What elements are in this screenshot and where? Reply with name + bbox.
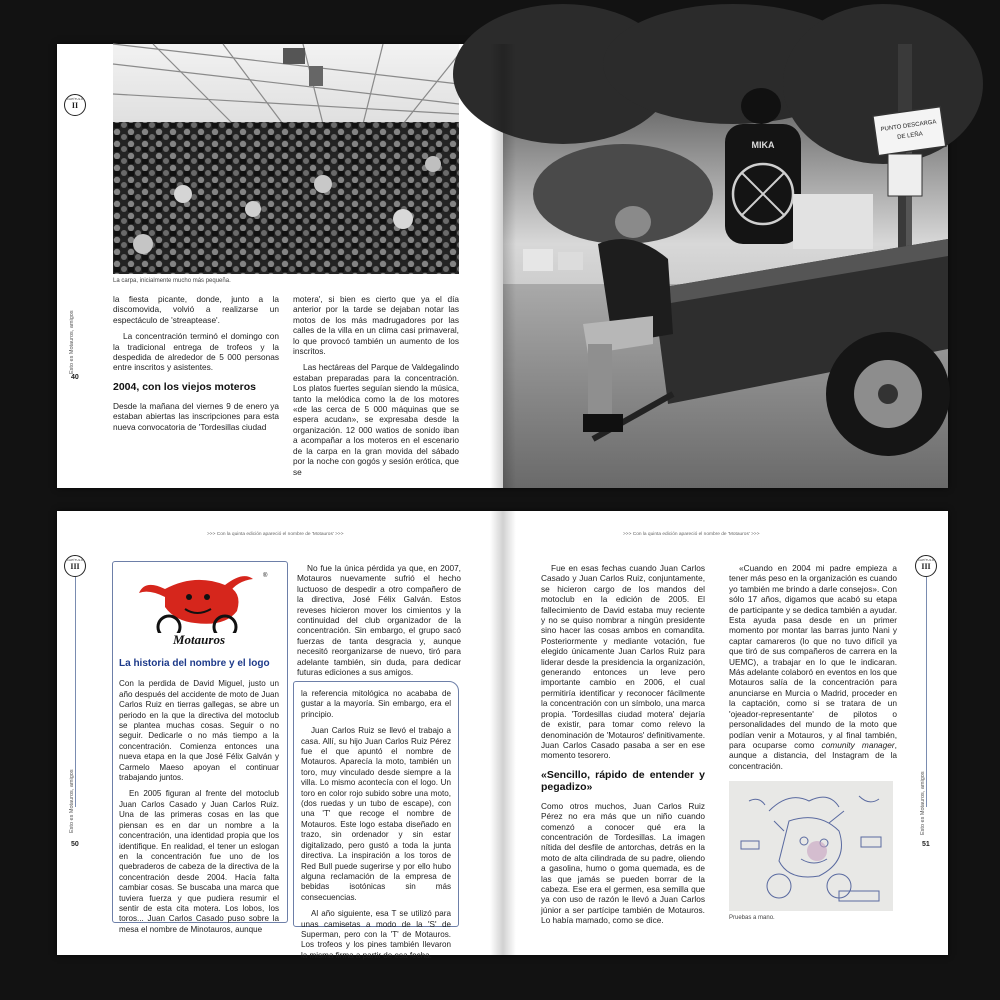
tent-crowd-illustration: [113, 44, 459, 274]
top-spread: [57, 44, 948, 488]
jacket-text: MIKA: [751, 140, 775, 150]
chapter-number: III: [70, 562, 80, 571]
paragraph: Con la perdida de David Miguel, justo un año después del accidente de moto de Juan Carlos Ruiz en tierras gallegas, se abre un periodo en la que la directiva del motoclub se plantea muchas cosas. Seguir o no seguir. Dedicarle o no más tiempo a la concentración. Comienza entonces una nueva etapa en la que José Félix Galván y Carmelo Maeso apoyan el continuar trabajando juntos.: [119, 679, 279, 783]
chapter-badge-top: [64, 94, 86, 116]
box-text-left: [119, 659, 279, 941]
bikers-trailer-illustration: [503, 44, 948, 488]
page-number: 50: [71, 841, 79, 848]
section-heading: «Sencillo, rápido de entender y pegadizo»: [541, 768, 705, 793]
logo-wordmark: Motauros: [172, 632, 226, 647]
text-column-mid: [297, 563, 461, 683]
box-text-right: [301, 689, 451, 967]
chapter-badge-left: [64, 555, 86, 577]
paragraph-text: «Cuando en 2004 mi padre empieza a tener más peso en la organización es cuando yo también me brindo a darle consejos». Con sólo 17 años, digamos que acabó su etapa de participante y se dedica también a ayudar. Esta ayuda pasa desde en un primer momento por montar las barras junto Nani y captar camareros (lo que no tuvo difícil ya que tiró de sus compañeros de carrera en la UEMC), a trabajar en lo que le indicaran. Más adelante colaboró en eventos en los que Motauros salía de la concentración para anunciarse en Murcia o Madrid, proceder en la captación, como si se tratara de un 'ojeador-representante' de pilotos o personalidades del mundo de la moto que podían venir a Motauros, y al final también, para ocuparse como: [729, 563, 897, 750]
chapter-number: III: [921, 562, 931, 571]
text-column-r2: [729, 563, 897, 777]
margin-line: [75, 577, 76, 807]
motauros-logo: [125, 567, 273, 647]
sign-text-1: PUNTO DESCARGA: [880, 119, 937, 134]
chapter-caption: CAPÍTULO: [66, 97, 84, 101]
paragraph: En 2005 figuran al frente del motoclub Juan Carlos Casado y Juan Carlos Ruiz. Una de las primeras cosas en las que piensan es en dar un nombre a la concentración, una identidad propia que los identifique. En realidad, el tener un eslogan en la concentración fue uno de los quebraderos de cabeza de la directiva de la concentración desde 2004. Hacía falta cambiar cosas. Se buscaba una marca que tuviera fuerza y que pudiera resumir el sentir de esta cita motera. Los lobos, los toros... Juan Carlos Casado puso sobre la mesa el nombre de Minotauros, aunque: [119, 789, 279, 934]
paragraph: Como otros muchos, Juan Carlos Ruiz Pérez no era más que un niño cuando comenzó a conocer qué era la concentración de Tordesillas. La imagen nítida del desfile de antorchas, detrás en la moto de alta cilindrada de su padre, oliendo a gasolina, humo o goma quemada, es de las que jamás se pueden borrar de la cabeza. Ese era el germen, esa semilla que ya con uso de razón le llevó a Juan Carlos júnior a ser partícipe también de Motauros. Lo había mamado, como se dice.: [541, 800, 705, 926]
gutter-shadow: [490, 44, 516, 488]
page-header-right: >>> Con la quinta edición apareció el nombre de 'Motauros' >>>: [623, 532, 760, 537]
paragraph-text: , aunque a distancia, del Instagram de la concentración.: [729, 739, 897, 771]
section-heading: 2004, con los viejos moteros: [113, 380, 256, 393]
banner-flag: [283, 48, 305, 64]
paragraph: Al año siguiente, esa T se utilizó para unas camisetas a modo de la 'S' de Superman, pero con la 'T' de Motauros. Los trofeos y los pines también llevaron la misma firma a partir de esa fecha.: [301, 909, 451, 960]
sketch-illustration: [729, 781, 893, 911]
running-title: Esto es Motauros, amigos: [69, 769, 75, 833]
bikers-trailer-photo: [503, 44, 948, 488]
chapter-caption: CAPÍTULO: [66, 558, 84, 562]
sketch-caption: Pruebas a mano.: [729, 915, 775, 921]
margin-line: [926, 577, 927, 807]
chapter-number: II: [71, 101, 79, 110]
tent-crowd-photo: [113, 44, 459, 274]
paragraph: No fue la única pérdida ya que, en 2007, Motauros nuevamente sufrió el hecho luctuoso de despedir a otro compañero de la directiva, José Félix Galván. Estos reveses hicieron mover los cimientos y la continuidad del club organizador de la concentración. Sin embargo, el grupo sacó fuerzas de tanta desgracia y, aunque necesitó reorganizarse de nuevo, tiró para adelante también, sin duda, para dedicar futuras ediciones a sus amigos.: [297, 563, 461, 678]
running-title: Esto es Motauros, amigos: [69, 310, 75, 374]
paragraph: Las hectáreas del Parque de Valdegalindo estaban preparadas para la concentración. Los platos fuertes seguían siendo la música, tanto la melódica como la de los motores «de las cerca de 5 000 máquinas que se espera acudan», se expresaba desde la organización. 12 000 watios de sonido iban a acompañar a los moteros en el escenario de la carpa en la gran movida del sábado por la noche con gogós y sesión erótica, que se: [293, 362, 459, 477]
text-column-2: [293, 294, 459, 483]
photo-caption: La carpa, inicialmente mucho más pequeña.: [113, 278, 231, 284]
paragraph: Juan Carlos Ruiz se llevó el trabajo a casa. Allí, su hijo Juan Carlos Ruiz Pérez fue el que apuntó el nombre de Motauros. Aparecía la moto, también un toro, muy vinculado desde siempre a la villa. Lo mismo acontecía con el logo. Un toro en color rojo subido sobre una moto, (dos ruedas y un tubo de escape), con una 'T' que recoge el nombre de Motauros. Este logo estaba diseñado en trazo, sin ordenador y sin estar digitalizado, pero gustó a toda la junta directiva. La inspiración a los toros de Red Bull puede sugerirse y por ello hubo alguna reclamación de la empresa de bebidas isotónicas sin más consecuencias.: [301, 726, 451, 902]
bull-logo-icon: [125, 567, 273, 647]
page-50: [57, 511, 503, 960]
running-title: Esto es Motauros, amigos: [920, 771, 926, 835]
page-number: 51: [922, 841, 930, 848]
chapter-caption: CAPÍTULO: [917, 558, 935, 562]
text-column-1: [113, 294, 279, 438]
sign-text-2: DE LEÑA: [896, 131, 924, 141]
page-40: [57, 44, 503, 488]
text-column-r1: [541, 563, 705, 932]
paragraph: la referencia mitológica no acababa de gustar a la mayoría. Sin embargo, era el principio.: [301, 689, 451, 719]
box-title: La historia del nombre y el logo: [119, 658, 270, 669]
paragraph: La concentración terminó el domingo con la tradicional entrega de trofeos y la despedida de alrededor de 5 000 personas entre inscritos y asistentes.: [113, 331, 279, 373]
page-header-left: >>> Con la quinta edición apareció el nombre de 'Motauros' >>>: [207, 532, 344, 537]
page-51: [503, 511, 948, 955]
gutter-shadow: [490, 511, 516, 955]
chapter-badge-right: [915, 555, 937, 577]
emphasis-text: comunity manager: [821, 739, 895, 750]
paragraph: motera', si bien es cierto que ya el día anterior por la tarde se dejaban notar las motos de los más madrugadores por las calles de la villa en un clima casi primaveral, lo que provocó también un aumento de los inscritos.: [293, 294, 459, 357]
paragraph: la fiesta picante, donde, junto a la discomovida, volvió a realizarse un espectáculo de 'streaptease'.: [113, 294, 279, 325]
paragraph: Fue en esas fechas cuando Juan Carlos Casado y Juan Carlos Ruiz, conjuntamente, se hicieron cargo de los mandos del motoclub en la edición de 2005. El fallecimiento de David estaba muy reciente y no se quiso nombrar a ningún presidente sino hacer las cosas ambos en comandita. Posteriormente y mediante votación, fue elegido únicamente Juan Carlos Ruiz para liderar desde la presidencia la organización, generando entonces un leve pero importante cambio en 2006, el cual permitiría identificar y reconocer fácilmente la concentración con un símbolo, una marca propia. 'Tordesillas ciudad motera' dejaría de existir, para tomar como relevo la denominación de 'Motauros' definitivamente. Juan Carlos Casado pasaba a ser en ese momento tesorero.: [541, 563, 705, 761]
registered-mark: ®: [263, 573, 268, 579]
paragraph: Desde la mañana del viernes 9 de enero ya estaban abiertas las inscripciones para esta nueva convocatoria de 'Tordesillas ciudad: [113, 400, 279, 432]
bottom-spread: [57, 511, 948, 960]
logo-sketch-photo: [729, 781, 893, 911]
page-number: 40: [71, 374, 79, 381]
